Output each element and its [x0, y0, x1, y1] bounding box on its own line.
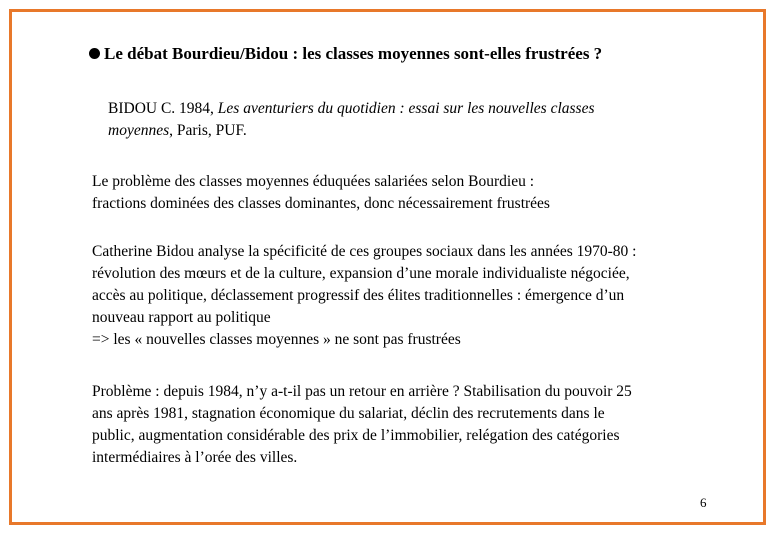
title-text: Le débat Bourdieu/Bidou : les classes moyennes sont-elles frustrées ? [104, 44, 603, 63]
paragraph-line: ans après 1981, stagnation économique du salariat, déclin des recrutements dans le [92, 405, 605, 422]
reference-title-part-2: moyennes [108, 122, 170, 139]
bibliographic-reference [108, 98, 595, 142]
paragraph-probleme [92, 381, 632, 469]
paragraph-bourdieu [92, 171, 550, 215]
paragraph-line: intermédiaires à l’orée des villes. [92, 449, 298, 466]
reference-publisher: , Paris, PUF. [169, 122, 247, 139]
reference-author-year: BIDOU C. 1984, [108, 100, 218, 117]
paragraph-line: Le problème des classes moyennes éduquées salariées selon Bourdieu : [92, 173, 535, 190]
page-number: 6 [700, 495, 707, 510]
reference-title-part-1: Les aventuriers du quotidien : essai sur les nouvelles classes [217, 100, 595, 117]
reference-line-1 [108, 98, 595, 120]
paragraph-line: public, augmentation considérable des prix de l’immobilier, relégation des catégories [92, 427, 620, 444]
paragraph-line: nouveau rapport au politique [92, 309, 271, 326]
paragraph-bidou [92, 241, 636, 351]
paragraph-line: Problème : depuis 1984, n’y a-t-il pas un retour en arrière ? Stabilisation du pouvoir 25 [92, 383, 632, 400]
paragraph-line: Catherine Bidou analyse la spécificité de ces groupes sociaux dans les années 1970-80 : [92, 243, 637, 260]
bullet-icon [89, 48, 100, 59]
paragraph-line: => les « nouvelles classes moyennes » ne sont pas frustrées [92, 331, 461, 348]
paragraph-line: fractions dominées des classes dominantes, donc nécessairement frustrées [92, 195, 550, 212]
slide-title [89, 44, 749, 64]
paragraph-line: accès au politique, déclassement progressif des élites traditionnelles : émergence d’un [92, 287, 625, 304]
paragraph-line: révolution des mœurs et de la culture, expansion d’une morale individualiste négociée, [92, 265, 630, 282]
reference-line-2 [108, 120, 595, 142]
